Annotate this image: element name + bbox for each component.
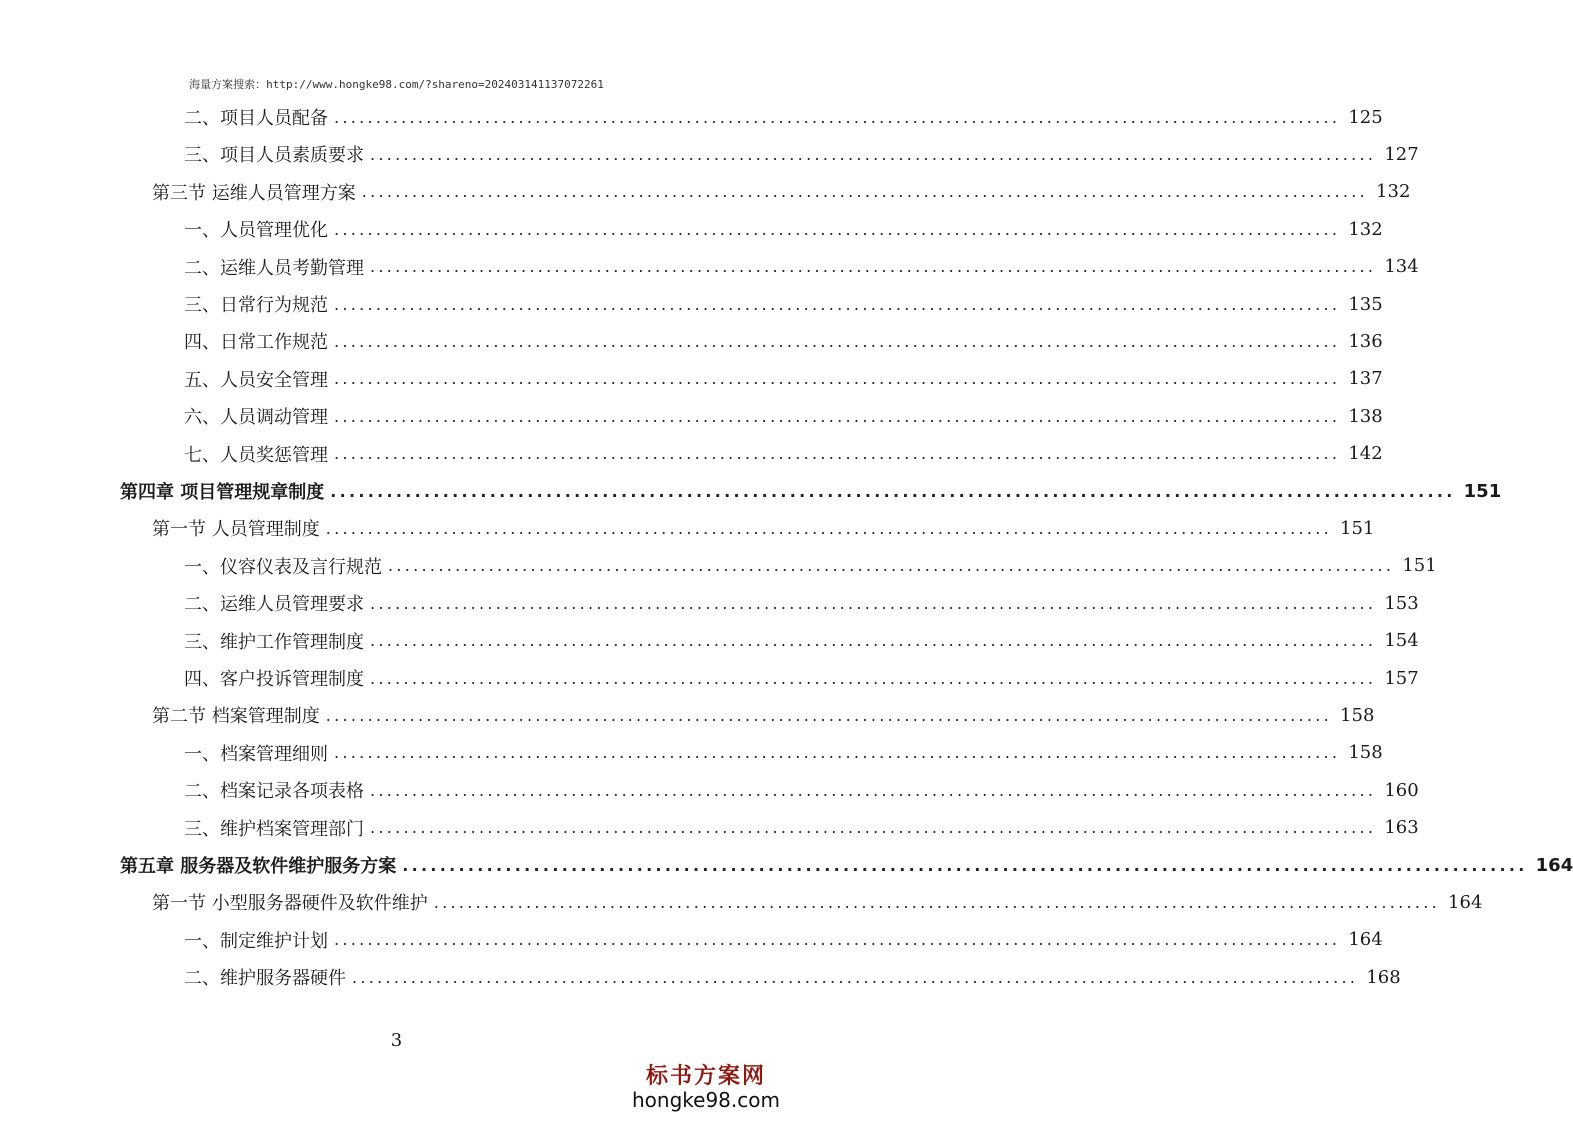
toc-entry-page: 151 xyxy=(1340,517,1375,539)
toc-leader-dots: ........................................................................................................................ xyxy=(334,294,1341,314)
toc-leader-dots: ........................................................................................................................ xyxy=(334,406,1341,426)
toc-entry-item[interactable] xyxy=(184,139,1419,169)
toc-entry-chapter[interactable] xyxy=(120,850,1573,880)
toc-leader-dots: ........................................................................................................................ xyxy=(352,967,1359,987)
toc-entry-page: 158 xyxy=(1348,742,1383,764)
toc-entry-title: 六、人员调动管理 xyxy=(184,407,328,429)
toc-entry-item[interactable] xyxy=(184,626,1419,656)
toc-entry-title: 第一节 人员管理制度 xyxy=(152,519,320,541)
toc-entry-item[interactable] xyxy=(184,326,1383,356)
toc-entry-item[interactable] xyxy=(184,439,1383,469)
toc-leader-dots: ........................................................................................................................ xyxy=(334,219,1341,239)
toc-entry-page: 142 xyxy=(1348,443,1383,465)
toc-entry-item[interactable] xyxy=(184,588,1419,618)
toc-leader-dots: ........................................................................................................................ xyxy=(325,518,1333,538)
watermark-logo xyxy=(631,1059,781,1112)
toc-leader-dots: ........................................................................................................................ xyxy=(325,705,1333,725)
toc-entry-page: 163 xyxy=(1384,817,1419,839)
toc-entry-title: 三、维护档案管理部门 xyxy=(184,818,364,840)
toc-entry-page: 157 xyxy=(1384,667,1419,689)
toc-entry-page: 132 xyxy=(1348,218,1383,240)
toc-entry-page: 137 xyxy=(1348,368,1383,390)
toc-entry-page: 168 xyxy=(1366,966,1401,988)
toc-entry-title: 第四章 项目管理规章制度 xyxy=(120,482,325,503)
toc-entry-section[interactable] xyxy=(152,887,1483,917)
toc-leader-dots: ........................................................................................................................ xyxy=(402,855,1528,875)
toc-entry-item[interactable] xyxy=(184,775,1419,805)
toc-entry-page: 154 xyxy=(1384,630,1419,652)
toc-entry-page: 153 xyxy=(1384,592,1419,614)
toc-leader-dots: ........................................................................................................................ xyxy=(370,668,1377,688)
toc-entry-page: 127 xyxy=(1384,143,1419,165)
toc-leader-dots: ........................................................................................................................ xyxy=(334,444,1341,464)
toc-leader-dots: ........................................................................................................................ xyxy=(334,107,1341,127)
toc-entry-page: 160 xyxy=(1384,779,1419,801)
toc-entry-title: 二、维护服务器硬件 xyxy=(184,968,346,990)
toc-entry-chapter[interactable] xyxy=(120,476,1502,506)
toc-entry-item[interactable] xyxy=(184,214,1383,244)
toc-entry-title: 一、人员管理优化 xyxy=(184,220,328,242)
toc-leader-dots: ........................................................................................................................ xyxy=(370,780,1377,800)
toc-leader-dots: ........................................................................................................................ xyxy=(334,331,1341,351)
toc-entry-item[interactable] xyxy=(184,252,1419,282)
toc-entry-page: 151 xyxy=(1402,555,1437,577)
toc-entry-title: 一、仪容仪表及言行规范 xyxy=(184,556,382,578)
toc-entry-item[interactable] xyxy=(184,401,1383,431)
toc-entry-item[interactable] xyxy=(184,102,1383,132)
toc-entry-title: 四、日常工作规范 xyxy=(184,332,328,354)
toc-entry-page: 135 xyxy=(1348,293,1383,315)
toc-leader-dots: ........................................................................................................................ xyxy=(370,593,1377,613)
toc-leader-dots: ........................................................................................................................ xyxy=(361,182,1369,202)
toc-entry-page: 134 xyxy=(1384,256,1419,278)
page-header-url: 海量方案搜索：http://www.hongke98.com/?shareno=202403141137072261 xyxy=(189,78,604,91)
toc-entry-title: 五、人员安全管理 xyxy=(184,369,328,391)
toc-entry-item[interactable] xyxy=(184,925,1383,955)
toc-entry-title: 三、维护工作管理制度 xyxy=(184,631,364,653)
toc-entry-title: 一、制定维护计划 xyxy=(184,930,328,952)
toc-leader-dots: ........................................................................................................................ xyxy=(370,144,1377,164)
toc-entry-title: 二、运维人员管理要求 xyxy=(184,594,364,616)
watermark-url: hongke98.com xyxy=(632,1088,780,1112)
toc-entry-page: 158 xyxy=(1340,704,1375,726)
toc-entry-title: 一、档案管理细则 xyxy=(184,743,328,765)
toc-entry-page: 164 xyxy=(1448,891,1483,913)
toc-entry-page: 125 xyxy=(1348,106,1383,128)
toc-entry-item[interactable] xyxy=(184,289,1383,319)
toc-entry-title: 二、档案记录各项表格 xyxy=(184,781,364,803)
toc-entry-title: 三、日常行为规范 xyxy=(184,295,328,316)
toc-entry-item[interactable] xyxy=(184,738,1383,768)
page-number: 3 xyxy=(390,1030,403,1051)
toc-entry-item[interactable] xyxy=(184,364,1383,394)
toc-entry-page: 138 xyxy=(1348,405,1383,427)
toc-leader-dots: ........................................................................................................................ xyxy=(370,257,1377,277)
toc-leader-dots: ........................................................................................................................ xyxy=(334,369,1341,389)
toc-leader-dots: ........................................................................................................................ xyxy=(334,930,1341,950)
toc-entry-title: 第二节 档案管理制度 xyxy=(152,706,320,728)
toc-leader-dots: ........................................................................................................................ xyxy=(370,631,1377,651)
toc-entry-title: 三、项目人员素质要求 xyxy=(184,145,364,167)
toc-entry-section[interactable] xyxy=(152,177,1411,207)
toc-entry-page: 151 xyxy=(1463,480,1502,502)
toc-leader-dots: ........................................................................................................................ xyxy=(433,892,1441,912)
toc-entry-item[interactable] xyxy=(184,551,1437,581)
toc-entry-item[interactable] xyxy=(184,962,1401,992)
toc-entry-item[interactable] xyxy=(184,813,1419,843)
toc-entry-title: 第一节 小型服务器硬件及软件维护 xyxy=(152,893,428,915)
toc-entry-title: 二、项目人员配备 xyxy=(184,108,328,129)
watermark-title: 标书方案网 xyxy=(645,1063,766,1089)
toc-entry-page: 132 xyxy=(1376,181,1411,203)
toc-entry-item[interactable] xyxy=(184,663,1419,693)
toc-entry-page: 136 xyxy=(1348,330,1383,352)
toc-leader-dots: ........................................................................................................................ xyxy=(388,556,1395,576)
toc-entry-section[interactable] xyxy=(152,700,1375,730)
toc-entry-title: 第三节 运维人员管理方案 xyxy=(152,182,356,204)
toc-entry-title: 七、人员奖惩管理 xyxy=(184,444,328,466)
toc-entry-title: 第五章 服务器及软件维护服务方案 xyxy=(120,856,397,877)
toc-entry-page: 164 xyxy=(1535,854,1573,876)
toc-leader-dots: ........................................................................................................................ xyxy=(334,743,1341,763)
toc-entry-title: 二、运维人员考勤管理 xyxy=(184,257,364,279)
toc-leader-dots: ........................................................................................................................ xyxy=(330,481,1456,501)
toc-leader-dots: ........................................................................................................................ xyxy=(370,818,1377,838)
toc-entry-page: 164 xyxy=(1348,929,1383,951)
toc-entry-title: 四、客户投诉管理制度 xyxy=(184,669,364,690)
toc-entry-section[interactable] xyxy=(152,513,1375,543)
